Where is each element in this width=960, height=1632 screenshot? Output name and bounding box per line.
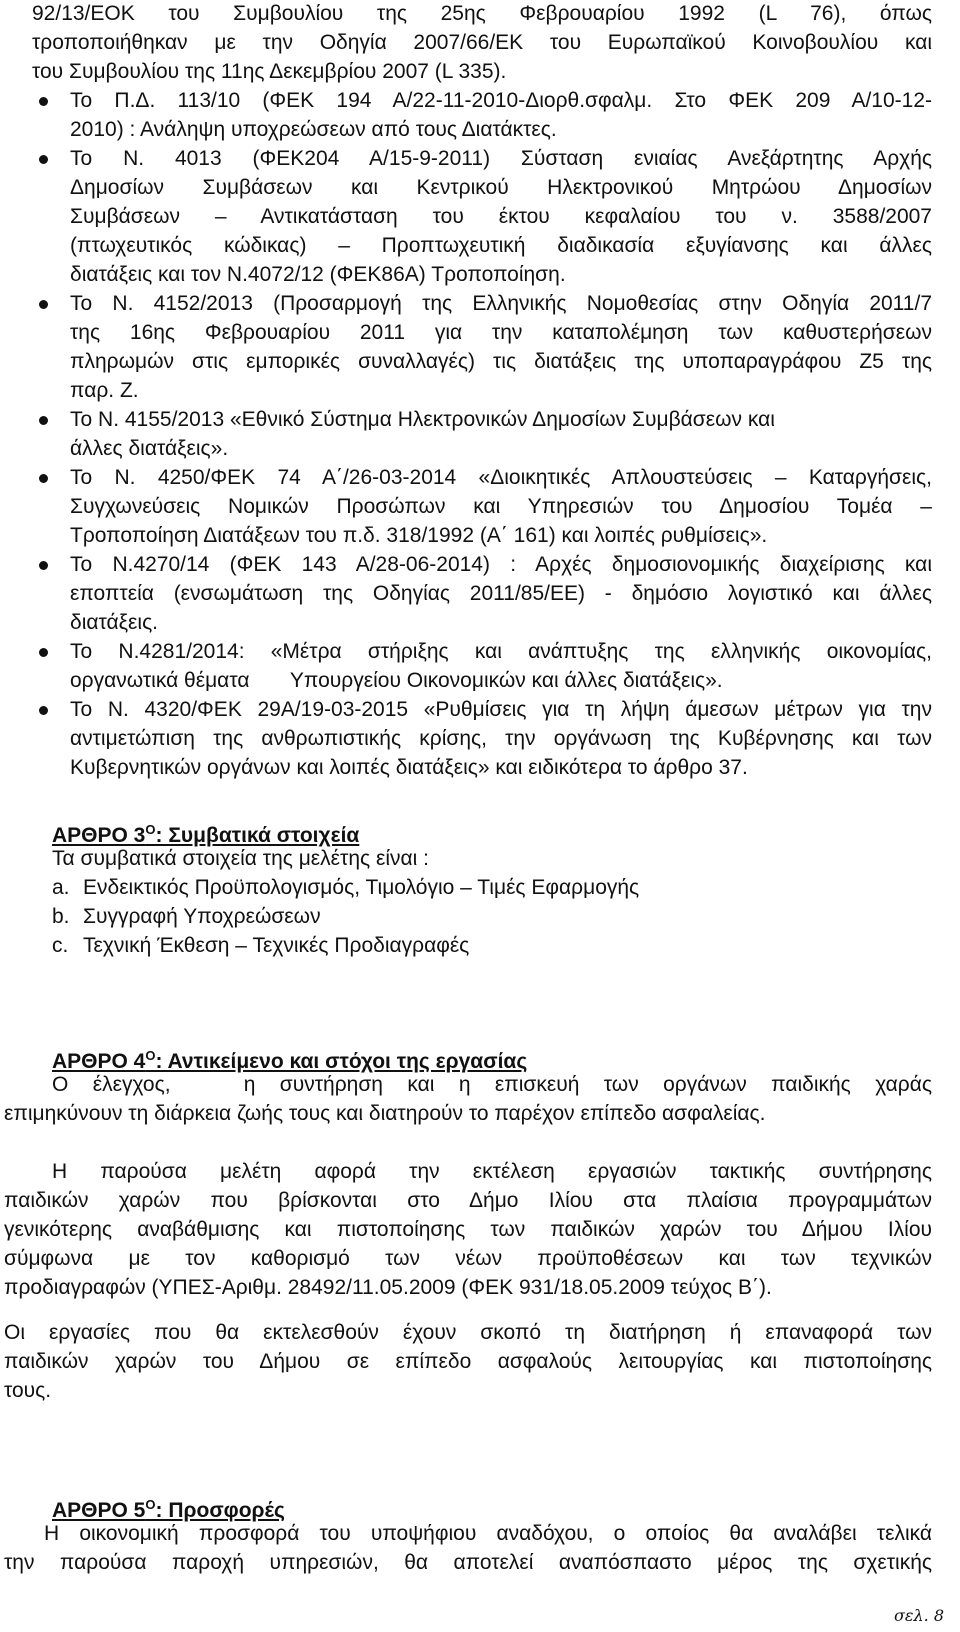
paragraph-line: προδιαγραφών (ΥΠΕΣ-Αριθμ. 28492/11.05.2009 (ΦΕΚ 931/18.05.2009 τεύχος Β΄). — [4, 1276, 772, 1299]
paragraph-line: Οι εργασίες που θα εκτελεσθούν έχουν σκοπό τη διατήρηση ή επαναφορά των — [4, 1321, 932, 1344]
bullet-line: Το Π.Δ. 113/10 (ΦΕΚ 194 Α/22-11-2010-Διορθ.σφαλμ. Στο ΦΕΚ 209 Α/10-12- — [70, 89, 932, 112]
bullet-line: οργανωτικά θέματα Υπουργείου Οικονομικών και άλλες διατάξεις». — [70, 669, 723, 692]
intro-line: του Συμβουλίου της 11ης Δεκεμβρίου 2007 (L 335). — [32, 60, 507, 83]
bullet-icon — [39, 706, 48, 715]
bullet-line: Δημοσίων Συμβάσεων και Κεντρικού Ηλεκτρονικού Μητρώου Δημοσίων — [70, 176, 932, 199]
paragraph-line: γενικότερης αναβάθμισης και πιστοποίησης των παιδικών χαρών του Δήμου Ιλίου — [4, 1218, 932, 1241]
paragraph-line: Η παρούσα μελέτη αφορά την εκτέλεση εργασιών τακτικής συντήρησης — [52, 1160, 932, 1183]
bullet-line: Το Ν. 4155/2013 «Εθνικό Σύστημα Ηλεκτρονικών Δημοσίων Συμβάσεων και — [70, 408, 775, 431]
bullet-line: Συμβάσεων – Αντικατάσταση του έκτου κεφαλαίου του ν. 3588/2007 — [70, 205, 932, 228]
paragraph-line: Ο έλεγχος, η συντήρηση και η επισκευή των οργάνων παιδικής χαράς — [52, 1073, 932, 1096]
list-letter: a. — [52, 876, 70, 899]
article-5-prefix: ΑΡΘΡΟ 5 — [52, 1499, 146, 1522]
bullet-line: Τροποποίηση Διατάξεων του π.δ. 318/1992 (Α΄ 161) και λοιπές ρυθμίσεις». — [70, 524, 768, 547]
list-item-text: Συγγραφή Υποχρεώσεων — [83, 905, 321, 928]
bullet-line: Το Ν. 4250/ΦΕΚ 74 Α΄/26-03-2014 «Διοικητικές Απλουστεύσεις – Καταργήσεις, — [70, 466, 932, 489]
bullet-line: (πτωχευτικός κώδικας) – Προπτωχευτική διαδικασία εξυγίανσης και άλλες — [70, 234, 932, 257]
paragraph-line: σύμφωνα με τον καθορισμό των νέων προϋποθέσεων και των τεχνικών — [4, 1247, 932, 1270]
bullet-icon — [39, 561, 48, 570]
list-letter: b. — [52, 905, 70, 928]
page-number: σελ. 8 — [894, 1606, 944, 1625]
bullet-line: διατάξεις. — [70, 611, 159, 634]
list-item-text: Τεχνική Έκθεση – Τεχνικές Προδιαγραφές — [83, 934, 470, 957]
bullet-line: Το Ν. 4320/ΦΕΚ 29Α/19-03-2015 «Ρυθμίσεις για τη λήψη άμεσων μέτρων για την — [70, 698, 932, 721]
bullet-line: Κυβερνητικών οργάνων και λοιπές διατάξεις» και ειδικότερα το άρθρο 37. — [70, 756, 748, 779]
bullet-line: Το Ν.4270/14 (ΦΕΚ 143 Α/28-06-2014) : Αρχές δημοσιονομικής διαχείρισης και — [70, 553, 932, 576]
intro-line: τροποποιήθηκαν με την Οδηγία 2007/66/ΕΚ του Ευρωπαϊκού Κοινοβουλίου και — [32, 31, 932, 54]
article-3-title: : Συμβατικά στοιχεία — [155, 824, 360, 847]
article-4-prefix: ΑΡΘΡΟ 4 — [52, 1050, 146, 1073]
paragraph-line: τους. — [4, 1379, 52, 1402]
bullet-line: εποπτεία (ενσωμάτωση της Οδηγίας 2011/85/ΕΕ) - δημόσιο λογιστικό και άλλες — [70, 582, 932, 605]
list-item-text: Ενδεικτικός Προϋπολογισμός, Τιμολόγιο – Τιμές Εφαρμογής — [83, 876, 640, 899]
bullet-line: Το Ν. 4013 (ΦΕΚ204 Α/15-9-2011) Σύσταση ενιαίας Ανεξάρτητης Αρχής — [70, 147, 932, 170]
bullet-icon — [39, 97, 48, 106]
paragraph-line: παιδικών χαρών του Δήμου σε επίπεδο ασφαλούς λειτουργίας και πιστοποίησης — [4, 1350, 932, 1373]
article-4-title: : Αντικείμενο και στόχοι της εργασίας — [155, 1050, 528, 1073]
paragraph-line: παιδικών χαρών που βρίσκονται στο Δήμο Ιλίου στα πλαίσια προγραμμάτων — [4, 1189, 932, 1212]
bullet-line: διατάξεις και τον Ν.4072/12 (ΦΕΚ86Α) Τροποποίηση. — [70, 263, 566, 286]
article-4-ordinal: Ο — [145, 1048, 156, 1063]
bullet-line: αντιμετώπιση της ανθρωπιστικής κρίσης, την οργάνωση της Κυβέρνησης και των — [70, 727, 932, 750]
article-5-title: : Προσφορές — [155, 1499, 285, 1522]
bullet-line: Το Ν.4281/2014: «Μέτρα στήριξης και ανάπτυξης της ελληνικής οικονομίας, — [70, 640, 932, 663]
intro-line: 92/13/ΕΟΚ του Συμβουλίου της 25ης Φεβρουαρίου 1992 (L 76), όπως — [32, 2, 932, 25]
bullet-icon — [39, 416, 48, 425]
bullet-line: 2010) : Ανάληψη υποχρεώσεων από τους Διατάκτες. — [70, 118, 557, 141]
bullet-line: παρ. Ζ. — [70, 379, 139, 402]
bullet-icon — [39, 155, 48, 164]
article-3-prefix: ΑΡΘΡΟ 3 — [52, 824, 146, 847]
list-letter: c. — [52, 934, 69, 957]
article-3-intro: Τα συμβατικά στοιχεία της μελέτης είναι : — [52, 847, 429, 870]
bullet-line: πληρωμών στις εμπορικές συναλλαγές) τις διατάξεις της υποπαραγράφου Ζ5 της — [70, 350, 932, 373]
paragraph-line: την παρούσα παροχή υπηρεσιών, θα αποτελεί αναπόσπαστο μέρος της σχετικής — [4, 1551, 932, 1574]
bullet-icon — [39, 648, 48, 657]
bullet-icon — [39, 474, 48, 483]
bullet-icon — [39, 300, 48, 309]
article-3-ordinal: Ο — [145, 822, 156, 837]
article-5-ordinal: Ο — [145, 1497, 156, 1512]
bullet-line: άλλες διατάξεις». — [70, 437, 229, 460]
paragraph-line: επιμηκύνουν τη διάρκεια ζωής τους και διατηρούν το παρέχον επίπεδο ασφαλείας. — [4, 1102, 766, 1125]
bullet-line: της 16ης Φεβρουαρίου 2011 για την καταπολέμηση των καθυστερήσεων — [70, 321, 932, 344]
paragraph-line: Η οικονομική προσφορά του υποψήφιου αναδόχου, ο οποίος θα αναλάβει τελικά — [44, 1522, 932, 1545]
bullet-line: Το Ν. 4152/2013 (Προσαρμογή της Ελληνικής Νομοθεσίας στην Οδηγία 2011/7 — [70, 292, 932, 315]
bullet-line: Συγχωνεύσεις Νομικών Προσώπων και Υπηρεσιών του Δημοσίου Τομέα – — [70, 495, 932, 518]
